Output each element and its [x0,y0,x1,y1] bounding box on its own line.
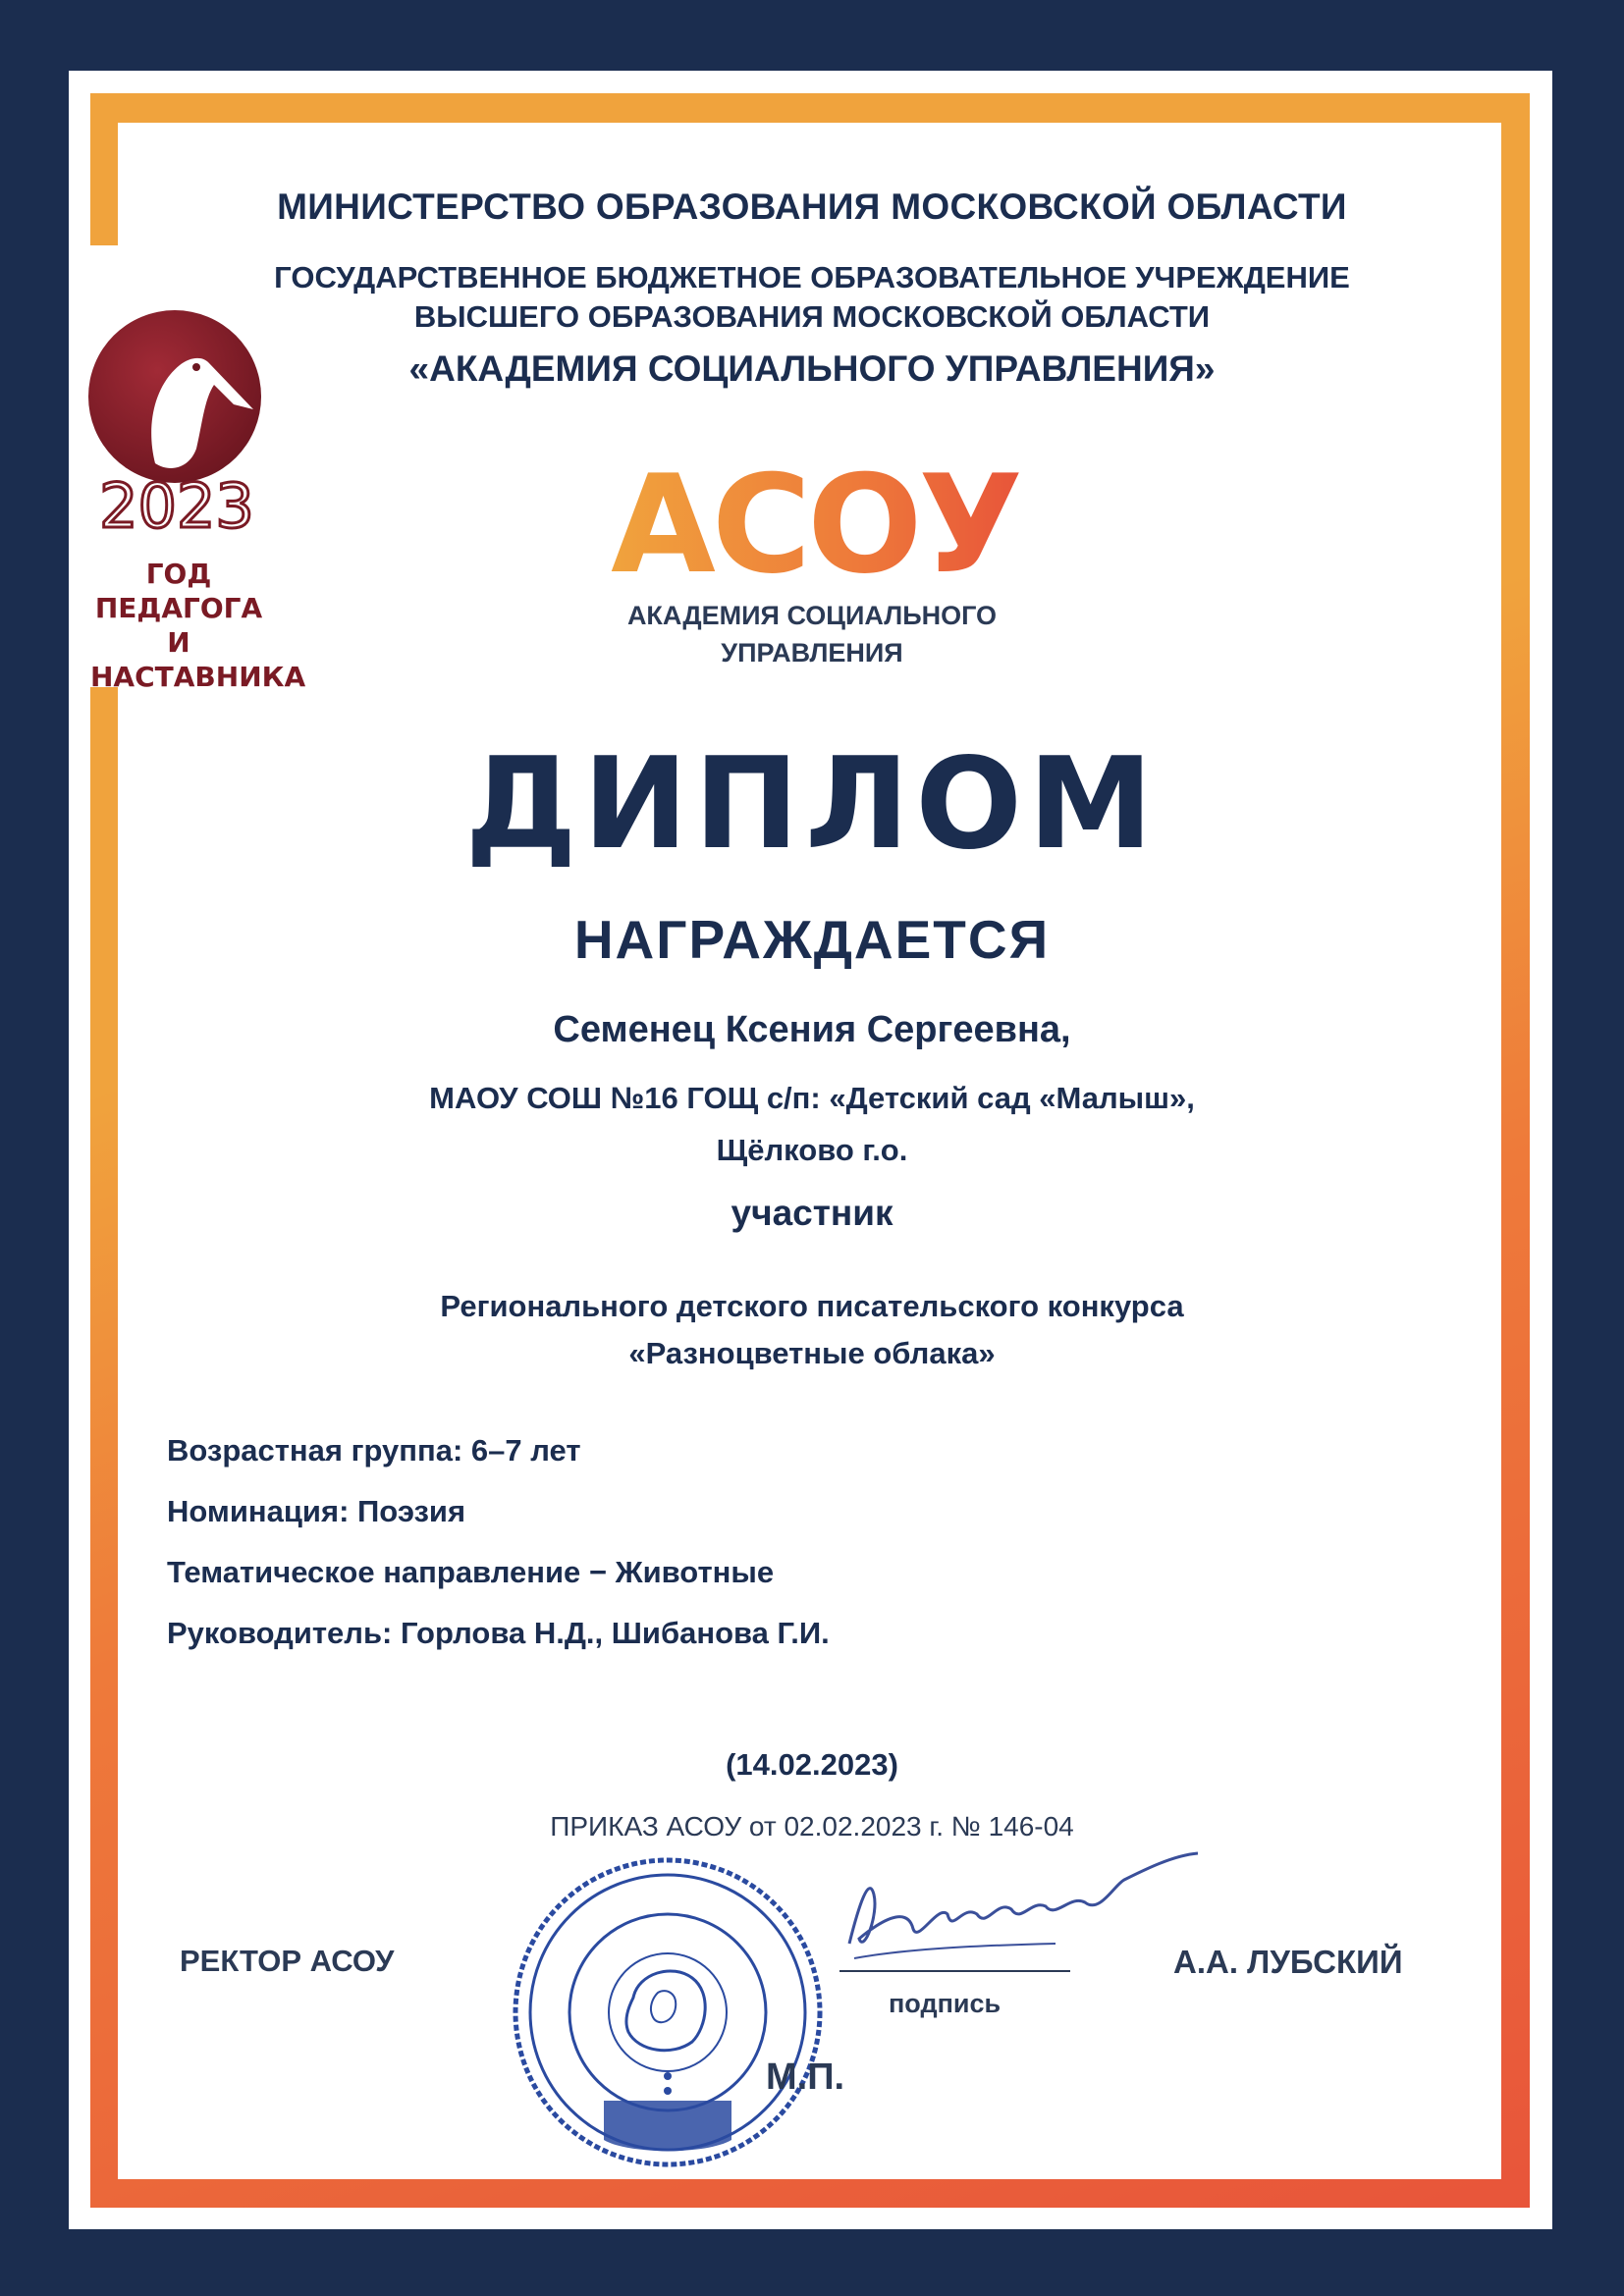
brand-caption-line2: УПРАВЛЕНИЯ [721,638,903,667]
age-group: Возрастная группа: 6–7 лет [167,1433,581,1468]
signer-name: А.А. ЛУБСКИЙ [1173,1944,1403,1980]
institution-title [0,258,1624,337]
recipient-name: Семенец Ксения Сергеевна, [553,1009,1071,1050]
pelican-year-logo [86,306,273,552]
contest-name [0,1283,1624,1377]
recipient-org-line2: Щёлково г.о. [716,1133,908,1167]
ministry-title: МИНИСТЕРСТВО ОБРАЗОВАНИЯ МОСКОВСКОЙ ОБЛАСТИ [277,187,1347,227]
diploma-title: ДИПЛОМ [464,731,1160,878]
stamp-place: М.П. [766,2056,845,2098]
order-reference: ПРИКАЗ АСОУ от 02.02.2023 г. № 146-04 [550,1811,1074,1842]
rector-label: РЕКТОР АСОУ [180,1944,395,1978]
nomination: Номинация: Поэзия [167,1494,466,1528]
brand-caption [0,597,1624,671]
year-logo-line1: ГОД ПЕДАГОГА [94,558,263,624]
academy-name: «АКАДЕМИЯ СОЦИАЛЬНОГО УПРАВЛЕНИЯ» [408,348,1216,389]
handwritten-signature [830,1845,1203,1973]
signature-label: подпись [889,1989,1001,2018]
year-logo-line2: И НАСТАВНИКА [90,626,306,693]
recipient-org [0,1072,1624,1176]
year-number: 2023 [99,470,254,542]
contest-line2: «Разноцветные облака» [628,1336,996,1370]
institution-line1: ГОСУДАРСТВЕННОЕ БЮДЖЕТНОЕ ОБРАЗОВАТЕЛЬНОЕ УЧРЕЖДЕНИЕ [274,260,1350,294]
award-details [167,1433,830,1677]
official-seal [511,1855,825,2169]
recipient-role: участник [731,1193,893,1233]
contest-line1: Регионального детского писательского конкурса [440,1289,1184,1323]
asou-wordmark: АСОУ [611,461,1019,584]
institution-line2: ВЫСШЕГО ОБРАЗОВАНИЯ МОСКОВСКОЙ ОБЛАСТИ [413,299,1211,334]
recipient-org-line1: МАОУ СОШ №16 ГОЩ с/п: «Детский сад «Малыш», [429,1081,1195,1115]
theme: Тематическое направление − Животные [167,1555,775,1589]
award-date: (14.02.2023) [726,1747,898,1782]
signature-line [839,1970,1070,1972]
brand-caption-line1: АКАДЕМИЯ СОЦИАЛЬНОГО [626,601,998,630]
awarded-heading: НАГРАЖДАЕТСЯ [573,909,1051,970]
supervisor: Руководитель: Горлова Н.Д., Шибанова Г.И. [167,1616,830,1650]
asou-logo [584,461,1046,584]
